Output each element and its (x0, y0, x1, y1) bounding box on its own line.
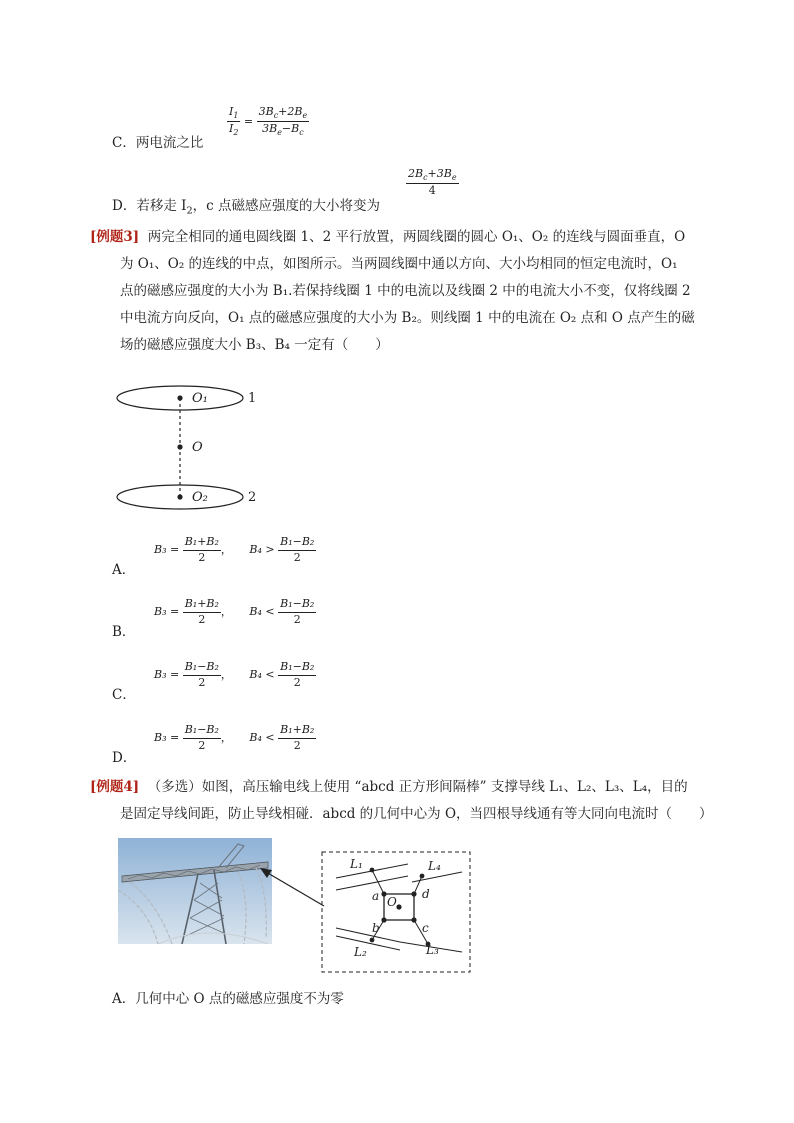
coil-figure (112, 380, 282, 515)
spacer-diagram (250, 848, 475, 976)
coil-1-label: 1 (248, 391, 257, 406)
o1-label: O₁ (192, 391, 208, 406)
point-d (411, 891, 416, 896)
example3-text: [例题3] 两完全相同的通电圆线圈 1、2 平行放置，两圆线圈的圆心 O₁、O₂ 的连线与圆面垂直，O 为 O₁、O₂ 的连线的中点，如图所示。当两圆线圈中通以方向、大小均相同的恒定电流时，O₁ 点的磁感应强度的大小为 B₁.若保持线圈 1 中的电流以及线圈 2 中的电流大小不变，仅将线圈 2 中电流方向反向，O₁ 点的磁感应强度的大小为 B₂。则线圈 1 中的电流在 O₂ 点和 O 点产生的磁 场的磁感应强度大小 B₃、B₄ 一定有（ ） (90, 229, 695, 353)
o2-label: O₂ (192, 490, 208, 505)
power-tower-photo (118, 838, 272, 944)
coil-2-label: 2 (248, 490, 257, 505)
diagram-frame (322, 852, 470, 972)
o-label: O (192, 440, 203, 455)
point-b (381, 917, 386, 922)
point-o (396, 904, 401, 909)
pointer-arrow (266, 872, 324, 906)
label-b: b (372, 921, 380, 935)
example3-tag: [例题3] (90, 229, 140, 245)
option-c-formula: $\frac{I_1}{I_2}$ = $\frac{3B_c+2B_e}{3B_e-B_c}$ (229, 105, 308, 138)
label-a: a (372, 889, 380, 903)
option-d-formula: $\frac{2B_c+3B_e}{4}$ (408, 167, 457, 198)
ex4-option-a: A．几何中心 O 点的磁感应强度不为零 (112, 991, 344, 1007)
label-l3: L₃ (426, 943, 439, 957)
label-l1: L₁ (350, 857, 363, 871)
o1-point (177, 395, 182, 400)
option-d-label: D．若移走 $I_2$，c 点磁感应强度的大小将变为 (112, 198, 380, 217)
o-point (177, 444, 182, 449)
o2-point (177, 494, 182, 499)
option-c-label: C．两电流之比 (112, 135, 204, 151)
example4-text: [例题4] （多选）如图，高压输电线上使用 “abcd 正方形间隔棒” 支撑导线 L₁、L₂、L₃、L₄，目的 是固定导线间距，防止导线相碰．abcd 的几何中心为 O，当四根导线通有等大同向电流时（ ） (90, 779, 713, 822)
point-c (411, 917, 416, 922)
example4-tag: [例题4] (90, 779, 140, 795)
pointer-arrowhead (260, 868, 272, 878)
point-a (381, 891, 386, 896)
label-l2: L₂ (354, 945, 367, 959)
label-c: c (422, 921, 429, 935)
label-l4: L₄ (428, 859, 441, 873)
label-o: O (387, 895, 397, 909)
label-d: d (422, 887, 430, 901)
